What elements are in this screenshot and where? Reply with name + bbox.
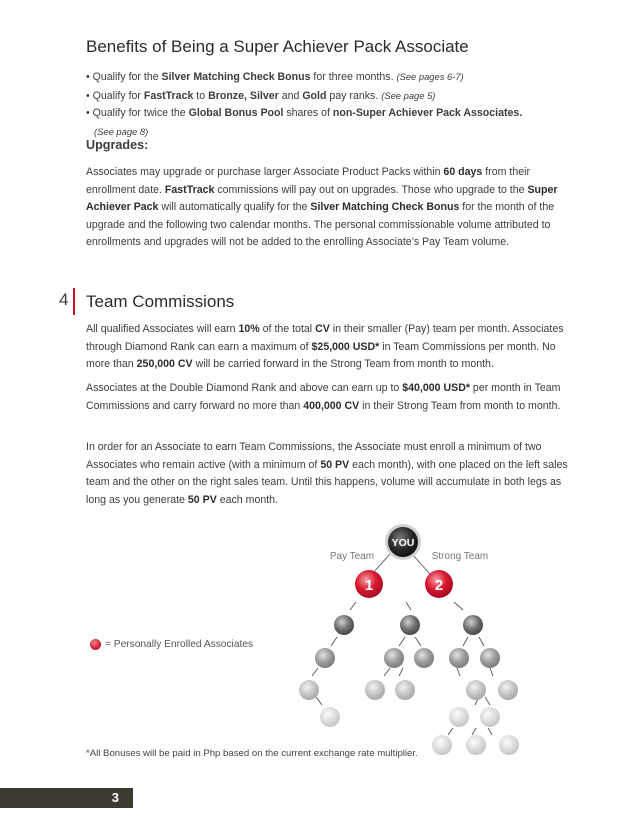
page-number: 3 bbox=[111, 790, 119, 805]
page-reference: (See pages 6-7) bbox=[396, 71, 464, 82]
upgrades-paragraph: Associates may upgrade or purchase larger Associate Product Packs within 60 days from their enrollment date. FastTrack commissions will pay out on upgrades. Those who upgrade to the Super Achiever Pack will automatically qualify for the Silver Matching Check Bonus for the month of the upgrade and the following two calendar months. The personal commissionable volume attributed to enrollments and upgrades will not be added to the enrolling Associate’s Pay Team volume. bbox=[86, 166, 558, 248]
legend-label: = Personally Enrolled Associates bbox=[105, 639, 254, 650]
node-number-1: 1 bbox=[364, 577, 374, 594]
benefit-item: • Qualify for twice the Global Bonus Pool shares of non-Super Achiever Pack Associates. (See page 8) bbox=[86, 105, 522, 140]
benefit-item: • Qualify for FastTrack to Bronze, Silver and Gold pay ranks. (See page 5) bbox=[86, 87, 522, 106]
you-node-label: YOU bbox=[391, 537, 415, 549]
tree-connectors bbox=[312, 553, 493, 735]
upgrades-heading: Upgrades: bbox=[86, 138, 149, 152]
red-dot-icon bbox=[90, 639, 101, 650]
section-title: Team Commissions bbox=[86, 292, 235, 311]
benefits-list bbox=[86, 68, 522, 140]
section-number: 4 bbox=[59, 290, 69, 309]
diagram-legend bbox=[90, 639, 253, 650]
benefits-title: Benefits of Being a Super Achiever Pack Associate bbox=[86, 37, 469, 56]
section-divider bbox=[73, 288, 75, 315]
team-commissions-paragraph-1: All qualified Associates will earn 10% of the total CV in their smaller (Pay) team per month. Associates through Diamond Rank can earn a maximum of $25,000 USD* in Team Commissions per month. No more than 250,000 CV will be carried forward in the Strong Team from month to month. bbox=[86, 323, 564, 370]
binary-tree-diagram bbox=[280, 520, 550, 760]
strong-team-label: Strong Team bbox=[431, 551, 489, 562]
benefit-item: • Qualify for the Silver Matching Check Bonus for three months. (See pages 6-7) bbox=[86, 68, 522, 87]
pay-team-label: Pay Team bbox=[329, 551, 375, 562]
team-commissions-paragraph-3: In order for an Associate to earn Team Commissions, the Associate must enroll a minimum of two Associates who remain active (with a minimum of 50 PV each month), with one placed on the left sales team and the other on the right sales team. Until this happens, volume will accumulate in both legs as long as you generate 50 PV each month. bbox=[86, 441, 568, 506]
page-reference: (See page 5) bbox=[381, 89, 436, 101]
node-number-2: 2 bbox=[434, 577, 444, 594]
page-reference: (See page 8) bbox=[94, 125, 149, 137]
footnote: *All Bonuses will be paid in Php based on the current exchange rate multiplier. bbox=[86, 748, 418, 759]
downline-nodes bbox=[299, 615, 519, 755]
team-commissions-paragraph-2: Associates at the Double Diamond Rank and above can earn up to $40,000 USD* per month in Team Commissions and carry forward no more than 400,000 CV in their Strong Team from month to month. bbox=[86, 382, 561, 412]
